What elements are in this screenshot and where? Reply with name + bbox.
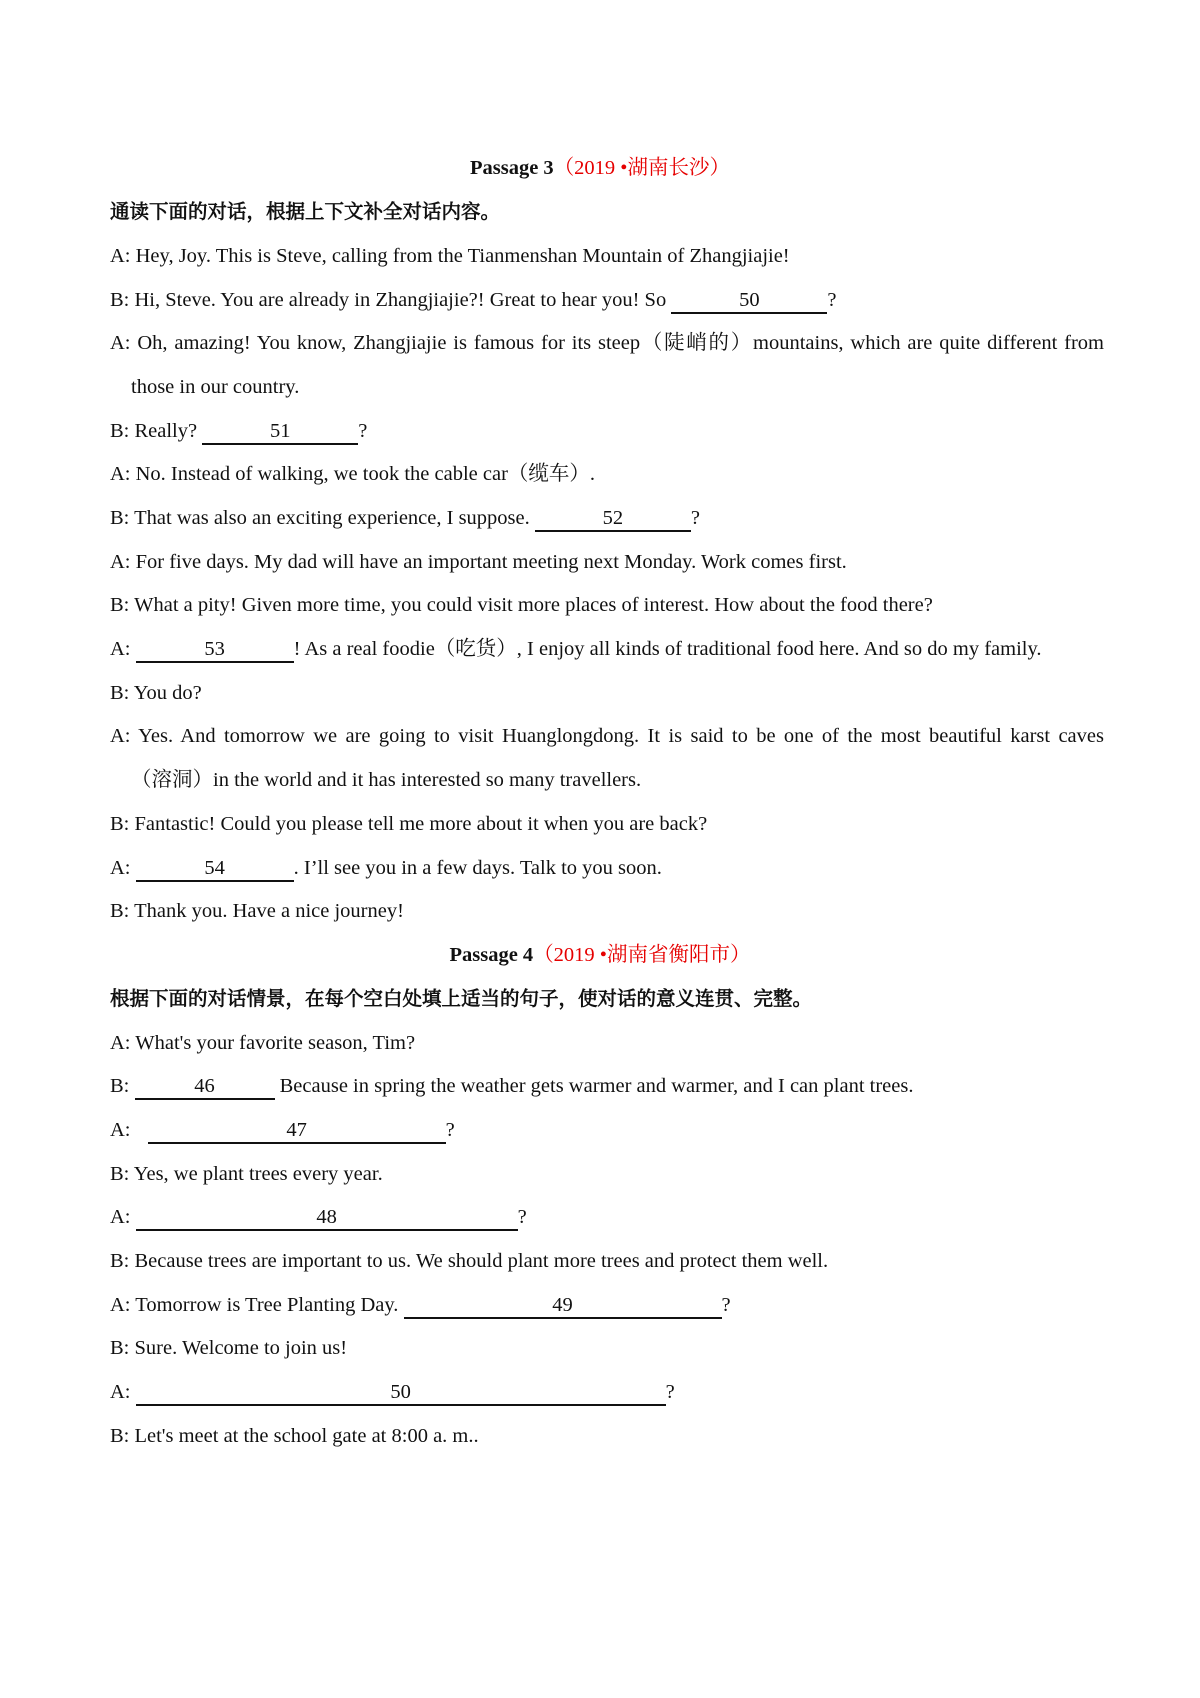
p3-line-6: B: That was also an exciting experience, I suppose. 52 ?: [110, 504, 1104, 532]
blank-47[interactable]: 47: [148, 1118, 446, 1144]
passage3-instruction: 通读下面的对话，根据上下文补全对话内容。: [110, 200, 501, 223]
p3-line-2: B: Hi, Steve. You are already in Zhangjiajie?! Great to hear you! So 50 ?: [110, 286, 1104, 314]
passage4-source: （2019 •湖南省衡阳市）: [533, 944, 751, 966]
p4-line-8: B: Sure. Welcome to join us!: [110, 1337, 348, 1359]
p4-line-7: A: Tomorrow is Tree Planting Day. 49 ?: [110, 1291, 1104, 1319]
p4-line-1: A: What's your favorite season, Tim?: [110, 1032, 416, 1054]
blank-50-p4[interactable]: 50: [136, 1380, 666, 1406]
p4-line-4: B: Yes, we plant trees every year.: [110, 1163, 383, 1185]
blank-50[interactable]: 50: [671, 288, 827, 314]
p3-line-7: A: For five days. My dad will have an important meeting next Monday. Work comes first.: [110, 551, 847, 573]
blank-52[interactable]: 52: [535, 506, 691, 532]
p3-line-12: B: Fantastic! Could you please tell me more about it when you are back?: [110, 813, 708, 835]
p3-line-10: B: You do?: [110, 682, 202, 704]
passage4-title: Passage 4: [449, 944, 534, 966]
p4-line-9: A: 50 ?: [110, 1378, 1104, 1406]
p3-line-3a: A: Oh, amazing! You know, Zhangjiajie is famous for its steep（陡峭的）mountains, which are quite different from: [110, 332, 1104, 354]
p3-line-14: B: Thank you. Have a nice journey!: [110, 900, 404, 922]
passage3-source: （2019 •湖南长沙）: [553, 157, 730, 179]
p3-line-4: B: Really? 51 ?: [110, 417, 1104, 445]
blank-51[interactable]: 51: [202, 419, 358, 445]
passage4-heading: [0, 941, 1200, 969]
p4-line-5: A: 48 ?: [110, 1203, 1104, 1231]
p3-line-8: B: What a pity! Given more time, you could visit more places of interest. How about the food there?: [110, 594, 933, 616]
blank-49[interactable]: 49: [404, 1293, 722, 1319]
blank-46[interactable]: 46: [135, 1074, 275, 1100]
p4-line-3: A: 47 ?: [110, 1116, 1104, 1144]
blank-54[interactable]: 54: [136, 856, 294, 882]
p3-line-5: A: No. Instead of walking, we took the cable car（缆车）.: [110, 463, 596, 485]
p3-line-3b: those in our country.: [131, 376, 300, 398]
p4-line-10: B: Let's meet at the school gate at 8:00 a. m..: [110, 1425, 479, 1447]
p3-line-9: A: 53 ! As a real foodie（吃货）, I enjoy all kinds of traditional food here. And so do my family.: [110, 635, 1104, 663]
blank-53[interactable]: 53: [136, 637, 294, 663]
blank-48[interactable]: 48: [136, 1205, 518, 1231]
passage3-heading: [0, 154, 1200, 182]
p3-line-11a: A: Yes. And tomorrow we are going to visit Huanglongdong. It is said to be one of the most beautiful karst caves: [110, 725, 1104, 747]
p4-line-6: B: Because trees are important to us. We should plant more trees and protect them well.: [110, 1250, 829, 1272]
p3-line-13: A: 54 . I’ll see you in a few days. Talk to you soon.: [110, 854, 1104, 882]
passage3-title: Passage 3: [469, 157, 554, 179]
p3-line-1: A: Hey, Joy. This is Steve, calling from the Tianmenshan Mountain of Zhangjiajie!: [110, 245, 790, 267]
passage4-instruction: 根据下面的对话情景，在每个空白处填上适当的句子，使对话的意义连贯、完整。: [110, 987, 813, 1010]
p3-line-11b: （溶洞）in the world and it has interested so many travellers.: [131, 769, 642, 791]
p4-line-2: B: 46 Because in spring the weather gets warmer and warmer, and I can plant trees.: [110, 1072, 1104, 1100]
